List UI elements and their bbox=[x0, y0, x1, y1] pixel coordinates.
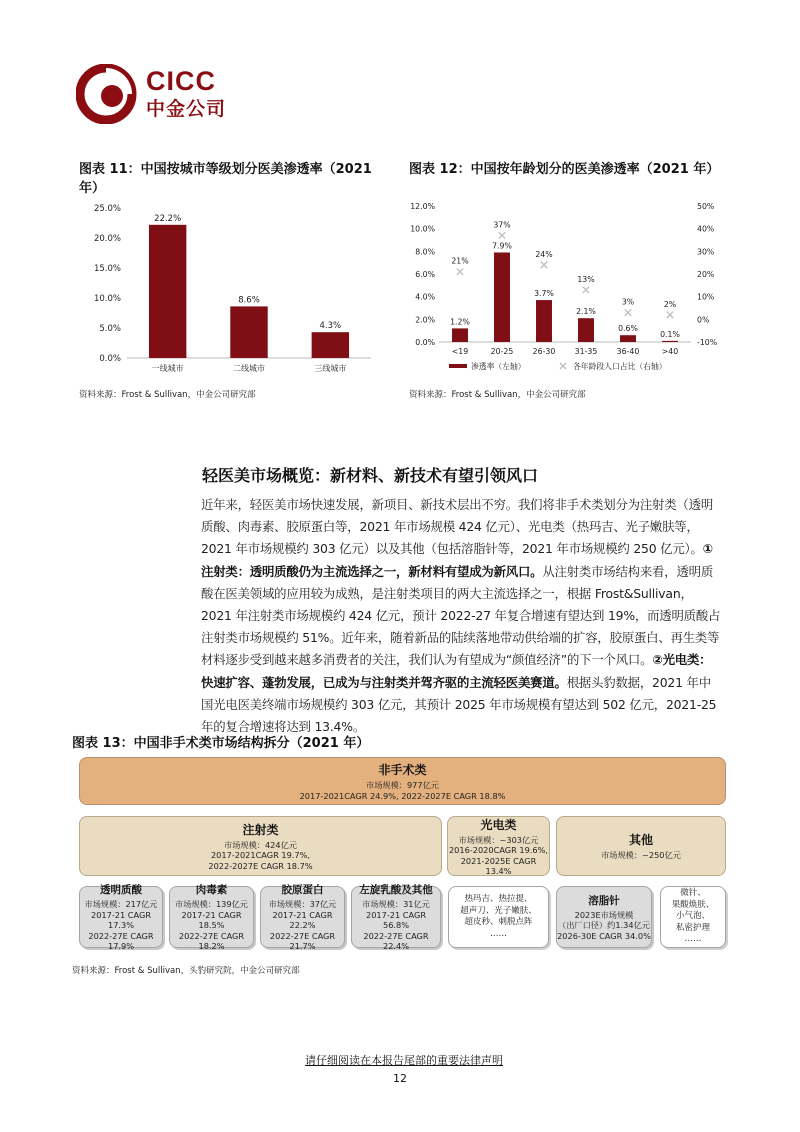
legend-bar-swatch bbox=[449, 364, 467, 368]
y-tick-label: 20.0% bbox=[93, 234, 121, 244]
scatter-data-label: 13% bbox=[577, 274, 595, 284]
scatter-marker bbox=[667, 312, 673, 318]
scatter-marker bbox=[541, 262, 547, 268]
node-title: 左旋乳酸及其他 bbox=[359, 884, 433, 897]
scatter-marker bbox=[625, 309, 631, 315]
y-left-tick-label: 6.0% bbox=[415, 270, 435, 279]
scatter-data-label: 24% bbox=[535, 249, 553, 259]
node-photoelectric bbox=[447, 816, 550, 876]
paragraph-text-1: 近年来，轻医美市场快速发展，新项目、新技术层出不穷。我们将非手术类划分为注射类（透明质酸、肉毒素、胶原蛋白等，2021 年市场规模 424 亿元）、光电类（热玛吉、光子嫩肤等，2021 年市场规模约 303 亿元）以及其他（包括溶脂针等，2021 年市场规模约 250 亿元）。 bbox=[201, 497, 714, 557]
x-tick-label: 20-25 bbox=[490, 347, 514, 356]
chart-city-tier bbox=[79, 200, 379, 380]
scatter-data-label: 21% bbox=[451, 256, 469, 266]
figure-13-source: 资料来源：Frost & Sullivan，头豹研究院，中金公司研究部 bbox=[72, 966, 300, 976]
node-title: 溶脂针 bbox=[588, 894, 620, 907]
y-right-tick-label: 0% bbox=[697, 315, 710, 325]
node-detail: 市场规模：217亿元 2017-21 CAGR 17.3% 2022-27E CAGR 17.9% bbox=[84, 899, 158, 952]
bar-data-label: 0.6% bbox=[618, 324, 638, 334]
brand-name-en: CICC bbox=[146, 66, 216, 96]
y-right-tick-label: 20% bbox=[697, 270, 715, 279]
y-right-tick-label: 30% bbox=[697, 247, 715, 257]
x-tick-label: <19 bbox=[451, 347, 469, 356]
bar bbox=[578, 318, 594, 342]
bar bbox=[662, 341, 678, 342]
bar-data-label: 7.9% bbox=[492, 241, 512, 251]
bar bbox=[149, 225, 186, 358]
node-collagen bbox=[260, 884, 345, 952]
bar bbox=[230, 306, 267, 358]
bar bbox=[536, 300, 552, 342]
bar-data-label: 0.1% bbox=[660, 329, 680, 339]
node-detail: 热玛吉、热拉提、 超声刀、光子嫩肤、 超皮秒、刺脱点阵 …… bbox=[460, 894, 537, 939]
figure-11-title: 图表 11：中国按城市等级划分医美渗透率（2021 年） bbox=[79, 162, 372, 196]
y-right-tick-label: 40% bbox=[697, 224, 715, 234]
node-lipolysis-injection bbox=[556, 886, 652, 948]
data-label: 8.6% bbox=[238, 295, 260, 306]
page-number: 12 bbox=[393, 1072, 407, 1085]
y-tick-label: 25.0% bbox=[93, 204, 121, 214]
brand-name-cn: 中金公司 bbox=[146, 98, 227, 120]
y-tick-label: 10.0% bbox=[93, 294, 121, 304]
x-tick-label: 36-40 bbox=[616, 347, 640, 356]
node-injection bbox=[79, 816, 442, 876]
y-tick-label: 15.0% bbox=[93, 264, 121, 274]
node-detail: 微针、 果酸焕肤、 小气泡、 私密护理 …… bbox=[671, 888, 715, 945]
scatter-marker bbox=[499, 232, 505, 238]
scatter-data-label: 37% bbox=[493, 220, 511, 230]
x-tick-label: 二线城市 bbox=[233, 364, 265, 373]
node-hyaluronic-acid bbox=[79, 884, 163, 952]
section-paragraph bbox=[201, 494, 721, 738]
bar-data-label: 2.1% bbox=[576, 307, 596, 317]
node-poly-l-lactic bbox=[351, 884, 441, 952]
node-title: 透明质酸 bbox=[100, 884, 142, 897]
y-tick-label: 0.0% bbox=[99, 354, 121, 364]
y-right-tick-label: 50% bbox=[697, 202, 715, 211]
node-title: 胶原蛋白 bbox=[281, 884, 324, 897]
bar-data-label: 1.2% bbox=[450, 317, 470, 327]
node-detail: 市场规模：424亿元 2017-2021CAGR 19.7%, 2022-2027E CAGR 18.7% bbox=[208, 839, 313, 871]
legend-bar-label: 渗透率（左轴） bbox=[471, 362, 526, 371]
legend-marker-swatch bbox=[560, 363, 566, 369]
x-tick-label: 26-30 bbox=[532, 347, 556, 356]
y-tick-label: 5.0% bbox=[99, 324, 121, 334]
paragraph-bold-1: ①注射类：透明质酸仍为主流选择之一，新材料有望成为新风口。 bbox=[201, 541, 714, 579]
node-detail: 市场规模：31亿元 2017-21 CAGR 56.8% 2022-27E CAGR 22.4% bbox=[362, 899, 430, 952]
node-other-projects bbox=[660, 886, 726, 948]
y-right-tick-label: 10% bbox=[697, 292, 715, 302]
legal-notice-link[interactable]: 请仔细阅读在本报告尾部的重要法律声明 bbox=[305, 1054, 503, 1067]
scatter-marker bbox=[457, 269, 463, 275]
y-left-tick-label: 0.0% bbox=[415, 338, 435, 347]
chart-age-group bbox=[405, 200, 725, 378]
paragraph-text-2: 从注射类市场结构来看，透明质酸在医美领域的应用较为成熟，是注射类项目的两大主流选择之一，根据 Frost&Sullivan，2021 年注射类市场规模约 424 亿元，预计 2022-27 年复合增速有望达到 19%，而透明质酸占注射类市场规模约 51%。近年来，随着新品的陆续落地带动供给端的扩容，胶原蛋白、再生类等材料逐步受到越来越多消费者的关注，我们认为有望成为“颜值经济”的下一个风口。 bbox=[201, 563, 721, 668]
node-title: 肉毒素 bbox=[195, 884, 228, 897]
node-title: 非手术类 bbox=[378, 763, 427, 777]
x-tick-label: >40 bbox=[661, 347, 679, 356]
y-left-tick-label: 12.0% bbox=[410, 202, 435, 211]
node-other bbox=[556, 816, 726, 876]
figure-12-title: 图表 12：中国按年龄划分的医美渗透率（2021 年） bbox=[409, 162, 720, 177]
node-title: 其他 bbox=[628, 833, 653, 848]
y-left-tick-label: 8.0% bbox=[415, 247, 435, 257]
node-botulinum bbox=[169, 884, 254, 952]
y-left-tick-label: 10.0% bbox=[410, 224, 435, 234]
paragraph-bold-2: ②光电类：快速扩容、蓬勃发展，已成为与注射类并驾齐驱的主流轻医美赛道。 bbox=[201, 652, 712, 690]
node-detail: 市场规模：977亿元 2017-2021CAGR 24.9%, 2022-2027E CAGR 18.8% bbox=[299, 780, 506, 801]
x-tick-label: 31-35 bbox=[574, 347, 598, 356]
node-detail: 市场规模：~250亿元 bbox=[601, 850, 681, 861]
bar bbox=[452, 328, 468, 342]
figure-13-title: 图表 13：中国非手术类市场结构拆分（2021 年） bbox=[72, 736, 370, 751]
data-label: 4.3% bbox=[319, 321, 342, 332]
scatter-data-label: 3% bbox=[621, 297, 635, 307]
data-label: 22.2% bbox=[154, 213, 182, 224]
x-tick-label: 三线城市 bbox=[314, 364, 347, 373]
y-left-tick-label: 4.0% bbox=[415, 292, 435, 302]
node-detail: 2023E市场规模 （出厂口径）约1.34亿元 2026-30E CAGR 34.0% bbox=[557, 909, 651, 941]
bar-data-label: 3.7% bbox=[534, 289, 554, 299]
figure-12-source: 资料来源：Frost & Sullivan，中金公司研究部 bbox=[409, 390, 586, 400]
y-right-tick-label: -10% bbox=[697, 338, 718, 347]
bar bbox=[620, 335, 636, 342]
paragraph-text-3: 根据头豹数据，2021 年中国光电医美终端市场规模约 303 亿元，其预计 2025 年市场规模有望达到 502 亿元，2021-25 年的复合增速将达到 13.4%。 bbox=[201, 674, 717, 735]
node-photo-projects bbox=[448, 886, 549, 948]
section-title: 轻医美市场概览：新材料、新技术有望引领风口 bbox=[202, 466, 539, 485]
x-tick-label: 一线城市 bbox=[151, 364, 184, 373]
legend-marker-label: 各年龄段人口占比（右轴） bbox=[573, 362, 667, 371]
scatter-data-label: 2% bbox=[663, 299, 677, 309]
node-detail: 市场规模：139亿元 2017-21 CAGR 18.5% 2022-27E CAGR 18.2% bbox=[175, 899, 248, 952]
scatter-marker bbox=[583, 287, 589, 293]
node-non-surgical bbox=[79, 757, 726, 805]
y-left-tick-label: 2.0% bbox=[415, 315, 435, 325]
node-detail: 市场规模：37亿元 2017-21 CAGR 22.2% 2022-27E CAGR 21.7% bbox=[268, 899, 337, 952]
node-title: 光电类 bbox=[480, 817, 517, 832]
node-title: 注射类 bbox=[242, 822, 279, 837]
figure-11-source: 资料来源：Frost & Sullivan，中金公司研究部 bbox=[79, 390, 256, 400]
bar bbox=[494, 252, 510, 342]
node-detail: 市场规模：~303亿元 2016-2020CAGR 19.6%, 2021-2025E CAGR 13.4% bbox=[448, 834, 549, 876]
bar bbox=[312, 332, 349, 358]
